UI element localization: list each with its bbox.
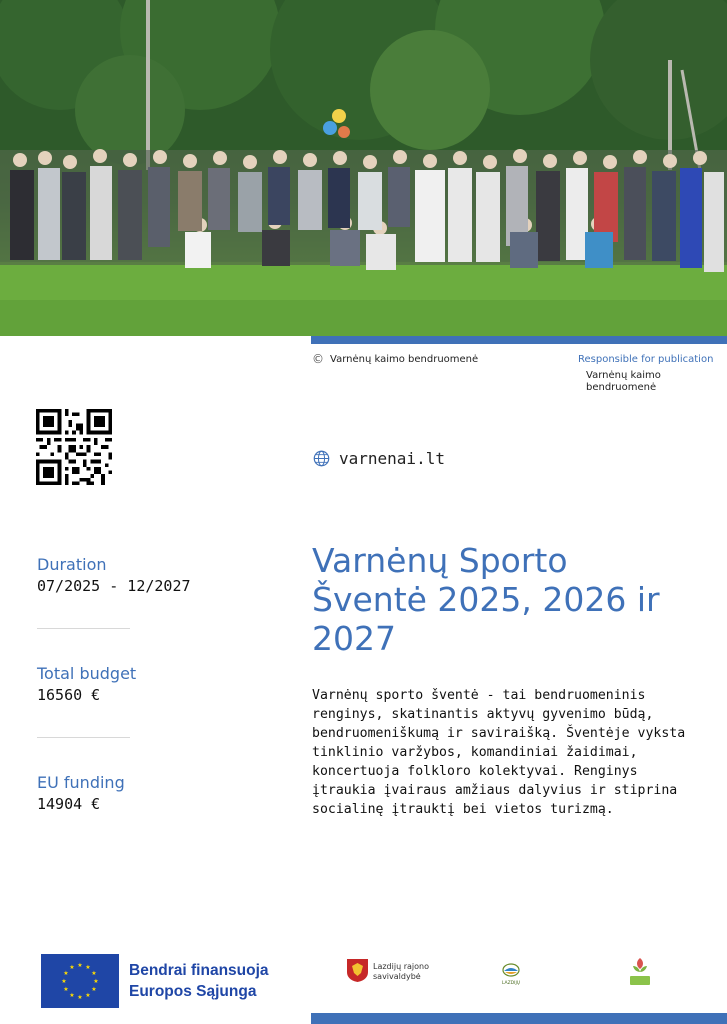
project-description: Varnėnų sporto šventė - tai bendruomeninis renginys, skatinantis aktyvų gyvenimo būdą, bendruomeniškumą ir saviraišką. Šventėje vyksta tinklinio varžybos, komandiniai žaidimai, koncertuoja folkloro kolektyvai. Renginys įtraukia įvairaus amžiaus dalyvius ir stiprina socialinę įtrauktį bei vietos turizmą. (312, 688, 686, 817)
svg-text:★: ★ (69, 992, 75, 999)
accent-bar-top (311, 336, 727, 344)
municipality-line-2: savivaldybė (373, 972, 421, 981)
budget-label: Total budget (37, 664, 137, 683)
leader-program-logo-icon (628, 954, 652, 988)
svg-text:★: ★ (77, 962, 83, 969)
eu-line-1: Bendrai finansuoja (129, 962, 269, 979)
divider (37, 628, 130, 629)
globe-icon (313, 450, 330, 467)
copyright-holder: Varnėnų kaimo bendruomenė (330, 353, 479, 365)
responsible-value: Varnėnų kaimo bendruomenė (586, 370, 661, 393)
svg-text:★: ★ (85, 992, 91, 999)
accent-bar-bottom (311, 1013, 727, 1024)
header-photo (0, 0, 727, 336)
svg-text:★: ★ (63, 970, 69, 977)
divider (37, 737, 130, 738)
copyright-icon: © (312, 352, 324, 366)
svg-text:★: ★ (63, 986, 69, 993)
municipality-crest-icon (345, 957, 370, 983)
eu-cofunding-text (129, 960, 269, 1002)
svg-text:★: ★ (85, 964, 91, 971)
qr-code[interactable] (36, 409, 112, 485)
svg-text:★: ★ (77, 994, 83, 1001)
svg-text:★: ★ (93, 978, 99, 985)
partner-logo-label: LAZDIJŲ (501, 981, 521, 986)
municipality-line-1: Lazdijų rajono (373, 962, 429, 971)
responsible-title: Responsible for publication (578, 354, 714, 365)
eu-funding-value: 14904 € (37, 795, 101, 813)
duration-label: Duration (37, 555, 107, 574)
partner-logo-icon (497, 956, 525, 986)
eu-line-2: Europos Sąjunga (129, 983, 257, 1000)
copyright-line (312, 352, 478, 366)
svg-text:★: ★ (69, 964, 75, 971)
project-title: Varnėnų Sporto Šventė 2025, 2026 ir 2027 (312, 541, 660, 658)
eu-funding-label: EU funding (37, 773, 125, 792)
svg-text:★: ★ (61, 978, 67, 985)
website-link[interactable] (313, 449, 445, 468)
svg-text:★: ★ (91, 970, 97, 977)
svg-text:★: ★ (91, 986, 97, 993)
duration-value: 07/2025 - 12/2027 (37, 577, 191, 595)
group-photo-illustration (0, 0, 727, 336)
website-url[interactable]: varnenai.lt (339, 449, 445, 468)
budget-value: 16560 € (37, 686, 101, 704)
municipality-logo-text (373, 962, 433, 982)
eu-flag-logo (41, 954, 119, 1008)
